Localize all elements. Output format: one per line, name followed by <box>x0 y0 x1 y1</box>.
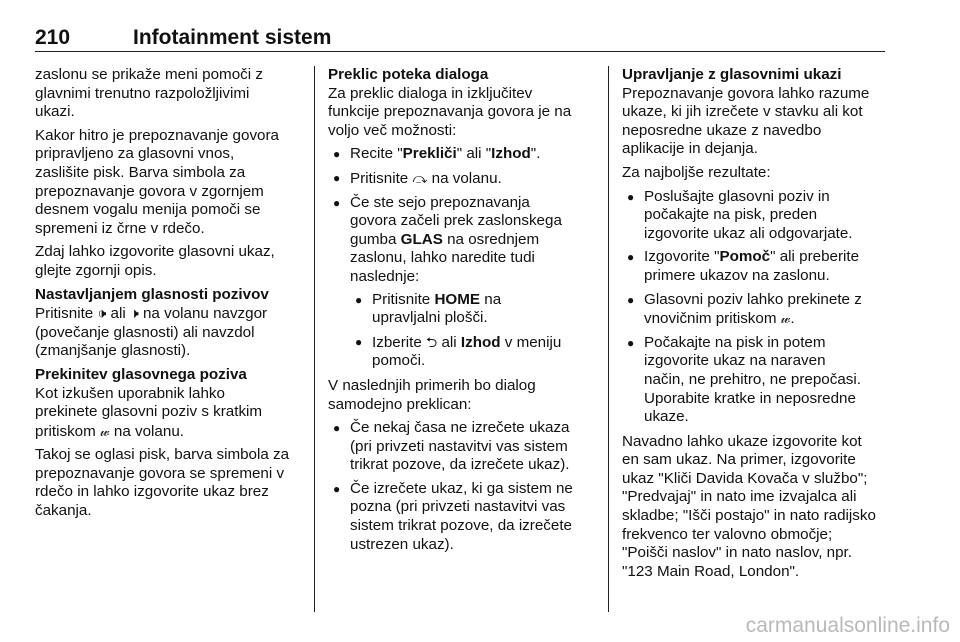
paragraph: V naslednjih primerih bo dialog samodejno preklican: <box>328 376 536 413</box>
column-divider <box>608 66 609 612</box>
volume-up-icon: 🕩 <box>97 305 107 322</box>
list-item: ● Glasovni poziv lahko prekinete z vnovičnim pritiskom 𝓌. <box>622 291 890 329</box>
volume-down-icon: 🕨 <box>129 305 139 322</box>
column-3 <box>622 66 890 586</box>
list-item: ● Če ste sejo prepoznavanja govora začeli prek zaslonskega gumba GLAS na osrednjem zaslonu, lahko naredite tudi naslednje: ● Pritisnite HOME na upravljalni plošči. ● Izberite ⮌ ali Izhod v meniju pomoči. <box>328 194 596 371</box>
column-divider <box>314 66 315 612</box>
list-item: ● Pritisnite HOME na upravljalni plošči. <box>350 291 596 328</box>
bullet-list <box>328 419 596 554</box>
list-item: ● Izberite ⮌ ali Izhod v meniju pomoči. <box>350 333 596 371</box>
back-icon: ⮌ <box>426 333 438 350</box>
end-call-icon: ⤼ <box>412 169 428 186</box>
column-1 <box>35 66 301 526</box>
bullet-list <box>622 188 890 427</box>
section-title: Infotainment sistem <box>133 26 332 49</box>
page-header <box>35 22 885 52</box>
paragraph: Kakor hitro je prepoznavanje govora pripravljeno za glasovni vnos, zaslišite pisk. Barva simbola za prepoznavanje govora v zgornjem desnem vogalu menija pomoči se spremeni iz črne v rdečo. <box>35 126 279 237</box>
section-heading: Upravljanje z glasovnimi ukazi <box>622 66 842 83</box>
column-2 <box>328 66 596 560</box>
paragraph: Pritisnite 🕩 ali 🕨 na volanu navzgor (povečanje glasnosti) ali navzdol (zmanjšanje glasnosti). <box>35 305 268 360</box>
list-item: ● Recite "Prekliči" ali "Izhod". <box>328 145 596 164</box>
list-item: ● Pritisnite ⤼ na volanu. <box>328 169 596 189</box>
paragraph: Takoj se oglasi pisk, barva simbola za prepoznavanje govora se spremeni v rdečo in lahko izgovorite ukaz brez čakanja. <box>35 446 290 520</box>
section-heading: Nastavljanjem glasnosti pozivov <box>35 285 269 303</box>
voice-control-icon: 𝓌 <box>99 422 110 439</box>
watermark: carmanualsonline.info <box>745 614 950 637</box>
list-item: ● Počakajte na pisk in potem izgovorite ukaz na naraven način, ne prehitro, ne prepočasi. Uporabite kratke in neposredne ukaze. <box>622 334 890 427</box>
paragraph: Navadno lahko ukaze izgovorite kot en sam ukaz. Na primer, izgovorite ukaz "Kliči Davida Kovača v službo"; "Predvajaj" in nato ime izvajalca ali skladbe; "Išči postajo" in nato radijsko frekvenco ter valovno območje; "Poišči naslov" in nato naslov, npr. "123 Main Road, London". <box>622 432 876 580</box>
page-number: 210 <box>35 26 71 49</box>
paragraph: Kot izkušen uporabnik lahko prekinete glasovni poziv s kratkim pritiskom 𝓌 na volanu. <box>35 384 263 440</box>
paragraph: zaslonu se prikaže meni pomoči z glavnimi trenutno razpoložljivimi ukazi. <box>35 66 263 121</box>
voice-control-icon: 𝓌 <box>780 310 791 327</box>
list-item: ● Poslušajte glasovni poziv in počakajte na pisk, preden izgovorite ukaz ali odgovarjate. <box>622 188 890 244</box>
list-item: ● Izgovorite "Pomoč" ali preberite primere ukazov na zaslonu. <box>622 248 890 285</box>
paragraph: Za najboljše rezultate: <box>622 163 771 181</box>
section-heading: Preklic poteka dialoga <box>328 66 489 83</box>
paragraph: Prepoznavanje govora lahko razume ukaze, ki jih izrečete v stavku ali kot neposredne ukaze z navedbo aplikacije in dejanja. <box>622 84 870 158</box>
section-heading: Prekinitev glasovnega poziva <box>35 365 247 383</box>
bullet-list <box>328 145 596 371</box>
paragraph: Zdaj lahko izgovorite glasovni ukaz, glejte zgornji opis. <box>35 243 275 279</box>
paragraph: Za preklic dialoga in izključitev funkcije prepoznavanja govora je na voljo več možnosti: <box>328 84 572 139</box>
sub-list <box>350 291 596 371</box>
list-item: ● Če nekaj časa ne izrečete ukaza (pri privzeti nastavitvi vas sistem trikrat pozove, da izrečete ukaz). <box>328 419 596 475</box>
list-item: ● Če izrečete ukaz, ki ga sistem ne pozna (pri privzeti nastavitvi vas sistem trikrat pozove, da izrečete ustrezen ukaz). <box>328 480 596 554</box>
